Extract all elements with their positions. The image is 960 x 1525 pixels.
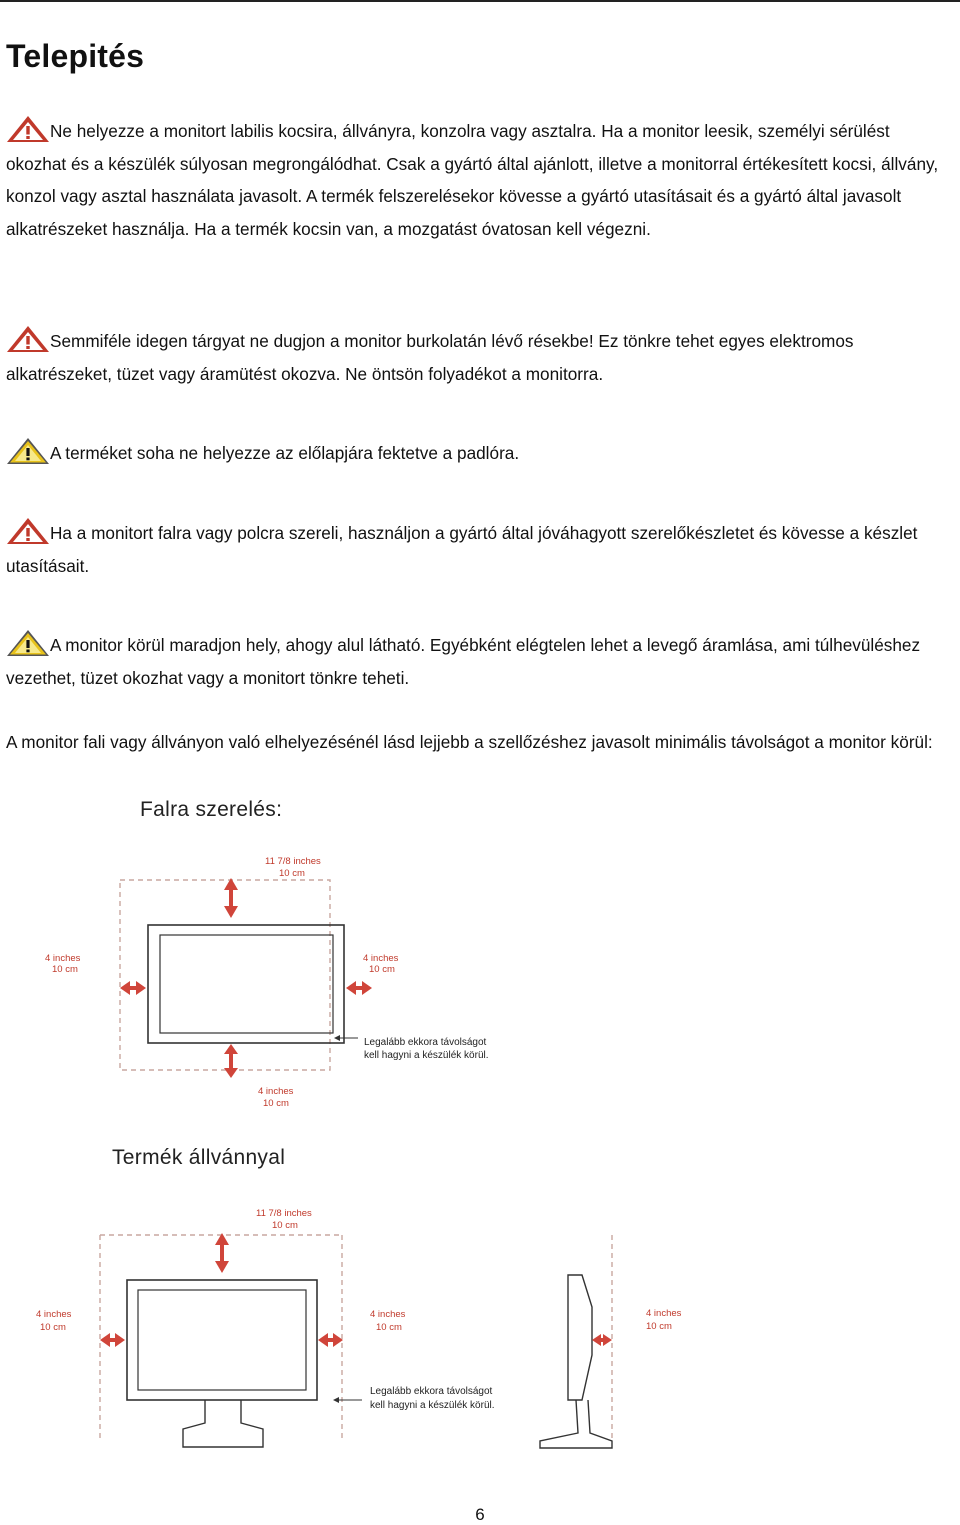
wall-left-inches-label: 4 inches: [45, 953, 81, 964]
side-monitor-body: [568, 1275, 592, 1400]
monitor-outer-bezel: [148, 925, 344, 1043]
warning-paragraph-3: [6, 437, 946, 470]
wall-note-line-2: kell hagyni a készülék körül.: [364, 1050, 489, 1061]
wall-top-inches-label: 11 7/8 inches: [265, 856, 321, 867]
wall-top-cm-label: 10 cm: [279, 868, 305, 879]
warning-text-3: A terméket soha ne helyezze az előlapjára fektetve a padlóra.: [50, 443, 520, 463]
warning-paragraph-1: [6, 115, 946, 245]
wall-bottom-cm-label: 10 cm: [263, 1098, 289, 1109]
monitor-screen: [160, 935, 333, 1033]
page-number: 6: [475, 1505, 485, 1524]
stand-note-line-1: Legalább ekkora távolságot: [370, 1386, 493, 1397]
stand-side-cm-label: 10 cm: [646, 1321, 672, 1332]
warning-triangle-icon: [6, 325, 50, 353]
wall-mount-diagram: [0, 840, 960, 1120]
intro-paragraph: A monitor fali vagy állványon való elhelyezésénél lásd lejjebb a szellőzéshez javasolt minimális távolságot a monitor körül:: [6, 732, 933, 752]
clearance-outline: [120, 880, 330, 1070]
stand-diagram: [0, 1195, 960, 1475]
caution-triangle-icon: [6, 629, 50, 657]
wall-left-cm-label: 10 cm: [52, 964, 78, 975]
stand-diagram-title: Termék állvánnyal: [112, 1146, 286, 1169]
stand-left-inches-label: 4 inches: [36, 1309, 72, 1320]
stand-right-inches-label: 4 inches: [370, 1309, 406, 1320]
front-monitor-bezel: [127, 1280, 317, 1400]
stand-right-cm-label: 10 cm: [376, 1322, 402, 1333]
wall-right-cm-label: 10 cm: [369, 964, 395, 975]
stand-side-inches-label: 4 inches: [646, 1308, 682, 1319]
stand-note-line-2: kell hagyni a készülék körül.: [370, 1400, 495, 1411]
wall-right-inches-label: 4 inches: [363, 953, 399, 964]
warning-triangle-icon: [6, 517, 50, 545]
caution-triangle-icon: [6, 437, 50, 465]
warning-paragraph-5: [6, 629, 946, 694]
stand-top-cm-label: 10 cm: [272, 1220, 298, 1231]
warning-text-5: A monitor körül maradjon hely, ahogy alul látható. Egyébként elégtelen lehet a levegő áramlása, ami túlhevüléshez vezethet, tüzet okozhat vagy a monitort tönkre teheti.: [6, 635, 921, 688]
warning-text-4: Ha a monitort falra vagy polcra szereli, használjon a gyártó által jóváhagyott szerelőkészletet és kövesse a készlet utasításait.: [6, 523, 918, 576]
stand-left-cm-label: 10 cm: [40, 1322, 66, 1333]
top-rule: [0, 0, 960, 2]
warning-triangle-icon: [6, 115, 50, 143]
warning-paragraph-4: [6, 517, 946, 582]
front-monitor-stand: [183, 1400, 263, 1447]
page-title: Telepités: [6, 38, 145, 74]
wall-note-line-1: Legalább ekkora távolságot: [364, 1037, 487, 1048]
wall-diagram-title: Falra szerelés:: [140, 798, 283, 821]
wall-bottom-inches-label: 4 inches: [258, 1086, 294, 1097]
stand-top-inches-label: 11 7/8 inches: [256, 1208, 312, 1219]
side-monitor-stand: [540, 1400, 612, 1448]
front-monitor-screen: [138, 1290, 306, 1390]
warning-text-1: Ne helyezze a monitort labilis kocsira, állványra, konzolra vagy asztalra. Ha a monitor leesik, személyi sérülést okozhat és a készülék súlyosan megrongálódhat. Csak a gyártó által ajánlott, illetve a monitorral értékesített kocsi, állvány, konzol vagy asztal használata javasolt. A termék felszerelésekor kövesse a gyártó utasításait és a gyártó által javasolt alkatrészeket használja. Ha a termék kocsin van, a mozgatást óvatosan kell végezni.: [6, 121, 939, 239]
warning-paragraph-2: [6, 325, 946, 390]
warning-text-2: Semmiféle idegen tárgyat ne dugjon a monitor burkolatán lévő résekbe! Ez tönkre tehet egyes elektromos alkatrészeket, tüzet vagy áramütést okozva. Ne öntsön folyadékot a monitorra.: [6, 331, 854, 384]
